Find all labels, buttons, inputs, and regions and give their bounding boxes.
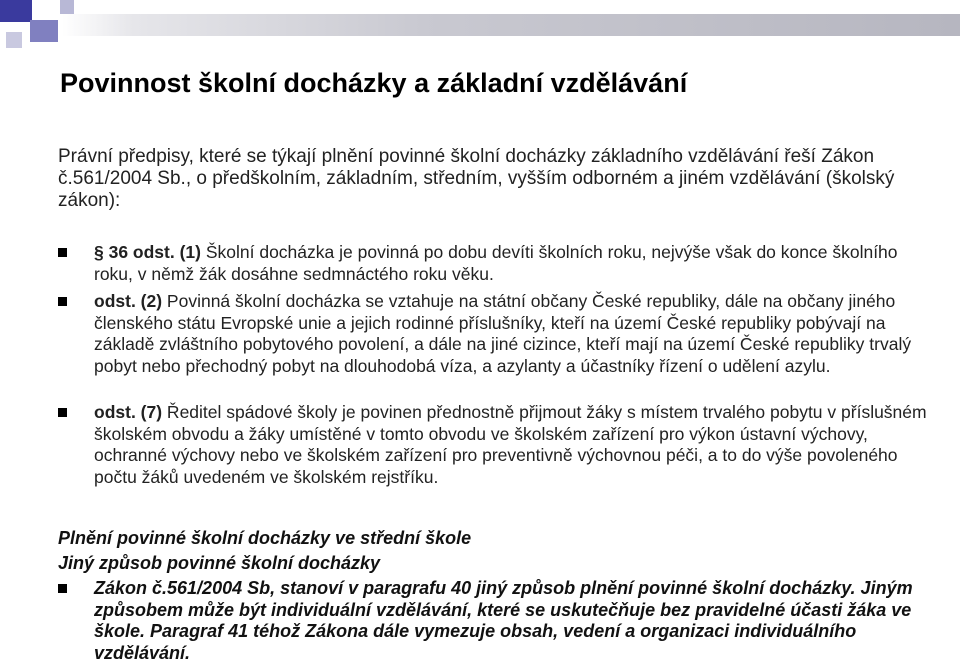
square-bullet-icon (58, 248, 67, 257)
bullet-item (58, 402, 938, 488)
header-square-pale (6, 32, 22, 48)
bullet-text: Ředitel spádové školy je povinen přednostně přijmout žáky s místem trvalého pobytu v příslušném školském obvodu a žáky umístěné v tomto obvodu ve školském zařízení pro výkon ústavní výchovy, ochranné výchovy nebo ve školském zařízení pro preventivně výchovnou péči, a to do výše povoleného počtu žáků uvedeném ve školském rejstříku. (94, 402, 927, 487)
header-square-light (60, 0, 74, 14)
bullet-text: Povinná školní docházka se vztahuje na státní občany České republiky, dále na občany jiného členského státu Evropské unie a jejich rodinné příslušníky, kteří na území České republiky pobývají na základě zvláštního pobytového povolení, a dále na jiné cizince, kteří mají na území České republiky trvalý pobyt nebo přechodný pobyt na dlouhodobá víza, a azylanty a účastníky řízení o udělení azylu. (94, 291, 912, 376)
intro-text: Právní předpisy, které se týkají plnění povinné školní docházky základního vzdělávání řeší Zákon č.561/2004 Sb., o předškolním, základním, středním, vyšším odborném a jiném vzdělávání (školský zákon): (58, 146, 895, 211)
square-bullet-icon (58, 297, 67, 306)
section-heading: Plnění povinné školní docházky ve střední škole (58, 528, 472, 548)
header-gradient-bar (62, 14, 960, 36)
bullet-item (58, 291, 938, 377)
section-heading: Jiný způsob povinné školní docházky (58, 553, 381, 573)
square-bullet-icon (58, 584, 67, 593)
bullet-lead: odst. (7) (94, 402, 163, 422)
square-bullet-icon (58, 408, 67, 417)
bullet-lead: odst. (2) (94, 291, 163, 311)
slide-title: Povinnost školní docházky a základní vzdělávání (60, 68, 688, 98)
bullet-text: Školní docházka je povinná po dobu devíti školních roku, nejvýše však do konce školního roku, v němž žák dosáhne sedmnáctého roku věku. (94, 242, 898, 284)
header-square-dark (0, 0, 32, 22)
final-bullet-text: Zákon č.561/2004 Sb, stanoví v paragrafu 40 jiný způsob plnění povinné školní docházky. Jiným způsobem může být individuální vzdělávání, které se uskutečňuje bez pravidelné účasti žáka ve škole. Paragraf 41 téhož Zákona dále vymezuje obsah, vedení a organizaci individuálního vzdělávání. (94, 578, 913, 663)
header-square-medium (30, 20, 58, 42)
bullet-item-final (58, 578, 938, 664)
bullet-item (58, 242, 938, 285)
bullet-lead: § 36 odst. (1) (94, 242, 201, 262)
